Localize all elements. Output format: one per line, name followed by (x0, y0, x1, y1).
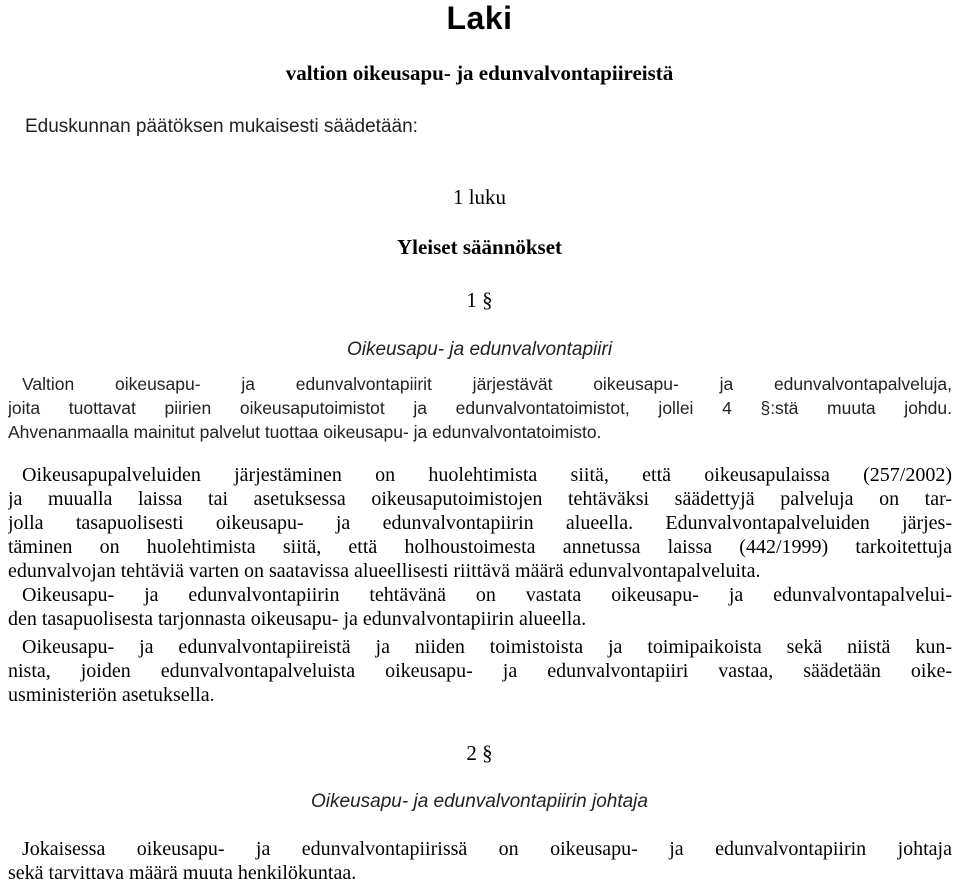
body-line: Jokaisessa oikeusapu- ja edunvalvontapiirissä on oikeusapu- ja edunvalvontapiirin johtaja (22, 838, 952, 860)
chapter-title: Yleiset säännökset (396, 235, 563, 259)
body-line: nista, joiden edunvalvontapalveluista oikeusapu- ja edunvalvontapiiri vastaa, säädetään oike- (8, 660, 952, 682)
body-line: edunvalvojan tehtäviä varten on saatavissa alueellisesti riittävä määrä edunvalvontapalveluita. (8, 560, 761, 582)
body-line: täminen on huolehtimista siitä, että holhoustoimesta annetussa laissa (442/1999) tarkoitettuja (8, 536, 952, 558)
section-1-paragraph-4 (8, 635, 952, 707)
section-2-number: 2 § (466, 741, 493, 765)
body-line: sekä tarvittava määrä muuta henkilökuntaa. (8, 862, 357, 884)
section-1-paragraph-3 (8, 583, 952, 631)
body-line: usministeriön asetuksella. (8, 684, 215, 706)
section-1-heading: Oikeusapu- ja edunvalvontapiiri (346, 339, 613, 360)
body-line: Oikeusapupalveluiden järjestäminen on huolehtimista siitä, että oikeusapulaissa (257/2002) (22, 464, 952, 486)
body-line: den tasapuolisesta tarjonnasta oikeusapu- ja edunvalvontapiirin alueella. (8, 608, 587, 630)
law-subtitle: valtion oikeusapu- ja edunvalvontapiireistä (285, 61, 674, 85)
body-line: ja muualla laissa tai asetuksessa oikeusaputoimistojen tehtäväksi säädettyjä palveluja on tar- (8, 488, 952, 510)
body-line: Ahvenanmaalla mainitut palvelut tuottaa oikeusapu- ja edunvalvontatoimisto. (8, 422, 602, 442)
enacting-clause: Eduskunnan päätöksen mukaisesti säädetään: (25, 116, 418, 137)
body-line: Oikeusapu- ja edunvalvontapiireistä ja niiden toimistoista ja toimipaikoista sekä niistä kun- (22, 636, 952, 658)
section-1-paragraph-2 (8, 463, 952, 583)
law-title: Laki (446, 0, 513, 36)
body-line: joita tuottavat piirien oikeusaputoimistot ja edunvalvontatoimistot, jollei 4 §:stä muuta johdu. (8, 398, 952, 418)
body-line: jolla tasapuolisesti oikeusapu- ja edunvalvontapiirin alueella. Edunvalvontapalveluiden järjes- (8, 512, 952, 534)
section-2-paragraph-1 (8, 837, 952, 885)
body-line: Valtion oikeusapu- ja edunvalvontapiirit järjestävät oikeusapu- ja edunvalvontapalveluja, (22, 374, 952, 394)
section-2-heading: Oikeusapu- ja edunvalvontapiirin johtaja (311, 791, 648, 812)
chapter-number: 1 luku (452, 185, 507, 209)
body-line: Oikeusapu- ja edunvalvontapiirin tehtävänä on vastata oikeusapu- ja edunvalvontapalvelui- (22, 584, 952, 606)
section-1-paragraph-1 (8, 372, 952, 444)
section-1-number: 1 § (466, 288, 493, 312)
